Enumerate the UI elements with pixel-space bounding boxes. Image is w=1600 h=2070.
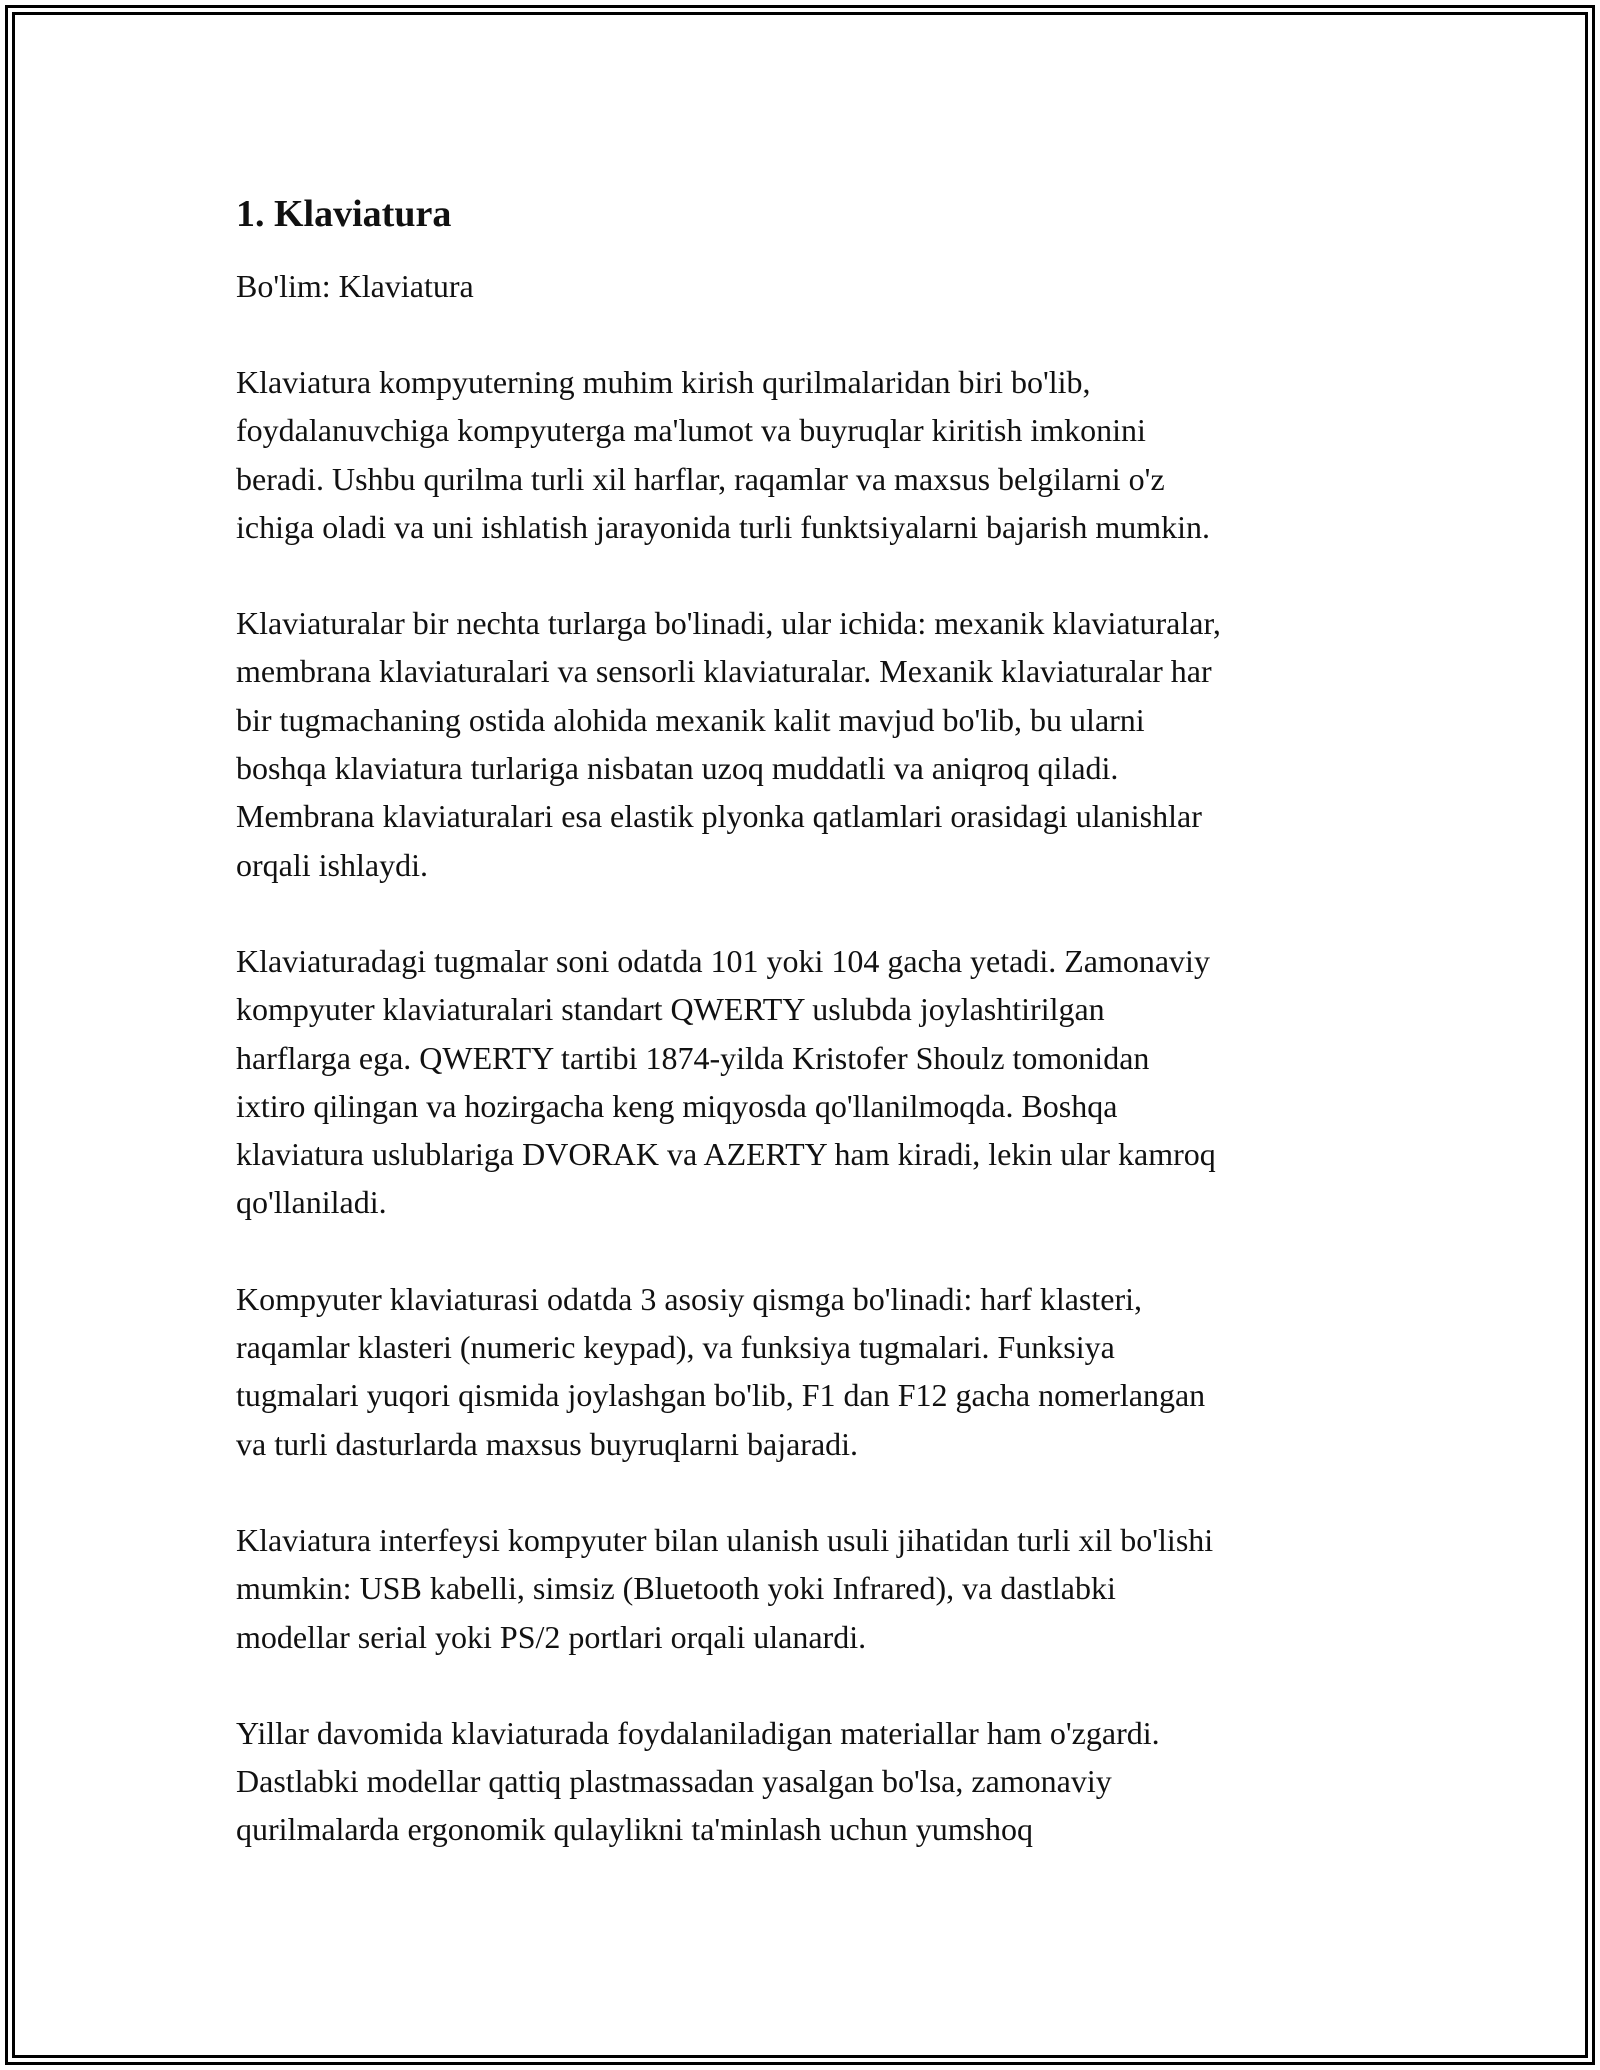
- paragraph-line: raqamlar klasteri (numeric keypad), va funksiya tugmalari. Funksiya: [236, 1329, 1115, 1366]
- paragraph-3: [236, 937, 1376, 1227]
- paragraph-line: ixtiro qilingan va hozirgacha keng miqyosda qo'llanilmoqda. Boshqa: [236, 1087, 1118, 1124]
- paragraph-line: Klaviaturadagi tugmalar soni odatda 101 yoki 104 gacha yetadi. Zamonaviy: [236, 942, 1210, 979]
- paragraph-5: [236, 1516, 1376, 1661]
- paragraph-line: Dastlabki modellar qattiq plastmassadan yasalgan bo'lsa, zamonaviy: [236, 1763, 1112, 1800]
- paragraph-line: Klaviaturalar bir nechta turlarga bo'linadi, ular ichida: mexanik klaviaturalar,: [236, 605, 1221, 642]
- paragraph-line: beradi. Ushbu qurilma turli xil harflar, raqamlar va maxsus belgilarni o'z: [236, 460, 1165, 497]
- paragraph-2: [236, 599, 1376, 889]
- paragraph-line: kompyuter klaviaturalari standart QWERTY uslubda joylashtirilgan: [236, 991, 1105, 1028]
- paragraph-line: Membrana klaviaturalari esa elastik plyonka qatlamlari orasidagi ulanishlar: [236, 798, 1202, 835]
- section-label: Bo'lim: Klaviatura: [236, 268, 474, 304]
- paragraph-line: qo'llaniladi.: [236, 1184, 387, 1221]
- page-title: 1. Klaviatura: [236, 193, 452, 235]
- document-body: [236, 188, 1376, 1902]
- paragraph-line: modellar serial yoki PS/2 portlari orqali ulanardi.: [236, 1618, 867, 1655]
- paragraph-line: tugmalari yuqori qismida joylashgan bo'lib, F1 dan F12 gacha nomerlangan: [236, 1377, 1206, 1414]
- paragraph-1: [236, 358, 1376, 551]
- paragraph-line: va turli dasturlarda maxsus buyruqlarni bajaradi.: [236, 1425, 859, 1462]
- paragraph-line: Yillar davomida klaviaturada foydalaniladigan materiallar ham o'zgardi.: [236, 1714, 1160, 1751]
- paragraph-4: [236, 1275, 1376, 1468]
- paragraph-line: Kompyuter klaviaturasi odatda 3 asosiy qismga bo'linadi: harf klasteri,: [236, 1280, 1142, 1317]
- paragraph-line: ichiga oladi va uni ishlatish jarayonida turli funktsiyalarni bajarish mumkin.: [236, 508, 1211, 545]
- paragraph-6: [236, 1709, 1376, 1854]
- paragraph-line: Klaviatura kompyuterning muhim kirish qurilmalaridan biri bo'lib,: [236, 364, 1091, 400]
- paragraph-line: boshqa klaviatura turlariga nisbatan uzoq muddatli va aniqroq qiladi.: [236, 750, 1119, 787]
- paragraph-line: foydalanuvchiga kompyuterga ma'lumot va buyruqlar kiritish imkonini: [236, 412, 1146, 449]
- paragraph-line: klaviatura uslublariga DVORAK va AZERTY ham kiradi, lekin ular kamroq: [236, 1136, 1216, 1173]
- paragraph-line: qurilmalarda ergonomik qulaylikni ta'minlash uchun yumshoq: [236, 1811, 1034, 1848]
- paragraph-line: bir tugmachaning ostida alohida mexanik kalit mavjud bo'lib, bu ularni: [236, 701, 1145, 738]
- paragraph-line: harflarga ega. QWERTY tartibi 1874-yilda Kristofer Shoulz tomonidan: [236, 1039, 1150, 1076]
- paragraph-line: mumkin: USB kabelli, simsiz (Bluetooth yoki Infrared), va dastlabki: [236, 1570, 1116, 1607]
- paragraph-line: Klaviatura interfeysi kompyuter bilan ulanish usuli jihatidan turli xil bo'lishi: [236, 1521, 1214, 1558]
- paragraph-line: membrana klaviaturalari va sensorli klaviaturalar. Mexanik klaviaturalar har: [236, 653, 1212, 690]
- paragraph-line: orqali ishlaydi.: [236, 846, 428, 883]
